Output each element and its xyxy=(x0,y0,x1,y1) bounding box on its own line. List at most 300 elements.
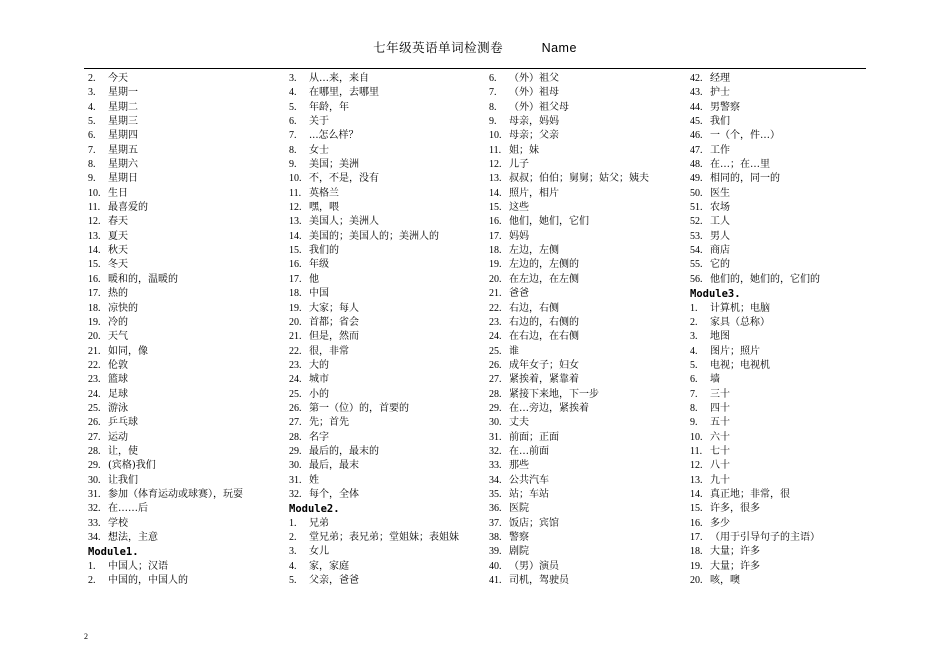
item-text: 七十 xyxy=(710,445,730,457)
item-number: 3. xyxy=(289,546,297,558)
item-number: 13. xyxy=(88,230,101,242)
vocab-item xyxy=(489,545,685,559)
item-number: 9. xyxy=(88,173,96,185)
item-number: 18. xyxy=(489,245,502,257)
item-number: 14. xyxy=(690,488,703,500)
vocab-item xyxy=(88,531,284,545)
item-number: 2. xyxy=(88,575,96,587)
item-number: 35. xyxy=(489,488,502,500)
item-text: 大的 xyxy=(309,359,329,371)
vocab-item xyxy=(289,273,485,287)
item-text: 想法，主意 xyxy=(108,532,158,543)
vocab-item xyxy=(489,230,685,244)
vocab-item xyxy=(88,115,284,129)
item-number: 8. xyxy=(289,144,297,156)
item-text: 从…来，来自 xyxy=(309,73,369,84)
vocab-item xyxy=(88,402,284,416)
item-number: 9. xyxy=(690,417,698,429)
item-number: 11. xyxy=(289,187,302,199)
vocab-item xyxy=(489,560,685,574)
item-number: 16. xyxy=(690,517,703,529)
vocab-item xyxy=(489,72,685,86)
vocab-item xyxy=(690,144,866,158)
item-text: 九十 xyxy=(710,474,730,486)
item-text: 我们的 xyxy=(309,245,339,257)
item-text: 警察 xyxy=(509,532,529,543)
item-text: ...怎么样？ xyxy=(309,130,359,142)
vocab-item xyxy=(289,302,485,316)
item-number: 45. xyxy=(690,116,703,128)
item-number: 14. xyxy=(289,230,302,242)
vocab-item xyxy=(690,302,866,316)
item-text: 美国；美洲 xyxy=(309,159,359,171)
item-text: 紧接下来地，下一步 xyxy=(509,388,599,400)
item-number: 55. xyxy=(690,259,703,271)
item-text: 星期五 xyxy=(108,144,138,156)
item-text: 星期二 xyxy=(108,101,138,113)
item-text: 秋天 xyxy=(108,245,128,257)
vocab-item xyxy=(289,488,485,502)
item-number: 18. xyxy=(690,546,703,558)
item-text: 右边的，右侧的 xyxy=(509,316,579,328)
vocab-item xyxy=(289,115,485,129)
item-text: 让，使 xyxy=(108,445,138,457)
item-number: 50. xyxy=(690,187,703,199)
item-text: 学校 xyxy=(108,517,128,529)
vocab-item xyxy=(88,316,284,330)
vocab-item xyxy=(88,287,284,301)
item-number: 13. xyxy=(289,216,302,228)
item-number: 4. xyxy=(88,101,96,113)
document-title: 七年级英语单词检测卷 xyxy=(373,40,504,55)
vocab-item xyxy=(289,316,485,330)
item-number: 44. xyxy=(690,101,703,113)
item-text: 他 xyxy=(309,273,319,285)
vocab-item xyxy=(690,316,866,330)
vocab-item xyxy=(489,517,685,531)
item-number: 15. xyxy=(489,202,502,214)
vocab-item xyxy=(289,172,485,186)
item-text: 在…；在…里 xyxy=(710,159,770,171)
vocab-item xyxy=(289,388,485,402)
item-number: 25. xyxy=(88,402,101,414)
item-number: 24. xyxy=(88,388,101,400)
vocab-item xyxy=(690,402,866,416)
vocab-item xyxy=(690,187,866,201)
item-number: 5. xyxy=(88,116,96,128)
item-number: 17. xyxy=(88,288,101,300)
item-number: 23. xyxy=(289,359,302,371)
vocab-item xyxy=(489,474,685,488)
vocab-column-1 xyxy=(88,72,284,588)
item-text: 在左边，在左侧 xyxy=(509,273,579,285)
item-number: 8. xyxy=(88,159,96,171)
vocab-item xyxy=(690,373,866,387)
vocab-item xyxy=(690,488,866,502)
vocab-column-4 xyxy=(690,72,866,588)
vocab-item xyxy=(690,230,866,244)
item-number: 2. xyxy=(289,532,297,543)
item-number: 10. xyxy=(88,187,101,199)
item-text: 城市 xyxy=(309,374,329,386)
item-text: 足球 xyxy=(108,388,128,400)
page-header xyxy=(0,38,950,56)
vocab-item xyxy=(289,517,485,531)
vocab-item xyxy=(489,244,685,258)
vocab-item xyxy=(489,502,685,516)
item-text: 男人 xyxy=(710,230,730,242)
vocab-item xyxy=(690,158,866,172)
item-text: 生日 xyxy=(108,187,128,199)
item-text: 最后的，最末的 xyxy=(309,445,379,457)
module-heading-text: Module3. xyxy=(690,288,741,301)
item-number: 7. xyxy=(489,87,497,99)
item-text: 今天 xyxy=(108,73,128,84)
item-number: 9. xyxy=(489,116,497,128)
item-number: 3. xyxy=(88,87,96,99)
vocab-item xyxy=(690,574,866,588)
item-number: 22. xyxy=(289,345,302,357)
vocab-item xyxy=(690,86,866,100)
item-text: 妈妈 xyxy=(509,230,529,242)
vocab-item xyxy=(690,388,866,402)
item-number: 18. xyxy=(289,288,302,300)
vocab-item xyxy=(88,517,284,531)
vocab-item xyxy=(289,215,485,229)
vocab-item xyxy=(489,187,685,201)
vocab-item xyxy=(690,517,866,531)
item-number: 19. xyxy=(690,560,703,572)
item-text: 春天 xyxy=(108,216,128,228)
item-number: 24. xyxy=(289,374,302,386)
item-text: 左边，左侧 xyxy=(509,245,559,257)
item-text: 护士 xyxy=(710,87,730,99)
item-text: 五十 xyxy=(710,417,730,429)
item-text: 相同的，同一的 xyxy=(710,173,780,185)
vocab-item xyxy=(88,187,284,201)
vocab-item xyxy=(88,258,284,272)
item-text: 他们，她们，它们 xyxy=(509,216,589,228)
item-text: 他们的，她们的，它们的 xyxy=(710,273,820,285)
vocab-item xyxy=(289,445,485,459)
item-number: 31. xyxy=(289,474,302,486)
item-text: 一（个，件…） xyxy=(710,130,780,142)
vocab-item xyxy=(489,129,685,143)
item-text: 成年女子；妇女 xyxy=(509,359,579,371)
name-label: Name xyxy=(541,41,577,55)
item-number: 14. xyxy=(88,245,101,257)
item-number: 19. xyxy=(289,302,302,314)
item-number: 32. xyxy=(88,503,101,515)
vocab-item xyxy=(88,431,284,445)
item-text: 剧院 xyxy=(509,546,529,558)
module-heading-text: Module1. xyxy=(88,546,139,559)
vocab-item xyxy=(289,359,485,373)
item-text: 小的 xyxy=(309,388,329,400)
item-number: 53. xyxy=(690,230,703,242)
item-text: 星期一 xyxy=(108,87,138,99)
vocab-item xyxy=(289,330,485,344)
item-number: 15. xyxy=(88,259,101,271)
vocab-item xyxy=(289,287,485,301)
item-number: 16. xyxy=(289,259,302,271)
item-number: 21. xyxy=(489,288,502,300)
vocab-item xyxy=(690,72,866,86)
item-number: 3. xyxy=(289,73,297,84)
vocab-item xyxy=(690,474,866,488)
item-number: 6. xyxy=(489,73,497,84)
vocab-item xyxy=(289,144,485,158)
item-text: 首都；省会 xyxy=(309,316,359,328)
item-number: 36. xyxy=(489,503,502,515)
vocab-item xyxy=(88,373,284,387)
item-number: 30. xyxy=(289,460,302,472)
item-text: 它的 xyxy=(710,259,730,271)
item-number: 47. xyxy=(690,144,703,156)
item-number: 42. xyxy=(690,73,703,84)
item-text: 商店 xyxy=(710,245,730,257)
item-number: 32. xyxy=(489,445,502,457)
vocab-item xyxy=(88,502,284,516)
vocab-item xyxy=(489,273,685,287)
item-number: 1. xyxy=(289,517,297,529)
item-number: 14. xyxy=(489,187,502,199)
item-text: 爸爸 xyxy=(509,288,529,300)
vocab-item xyxy=(690,172,866,186)
item-text: 最喜爱的 xyxy=(108,202,148,214)
item-number: 7. xyxy=(289,130,297,142)
item-text: （男）演员 xyxy=(509,560,559,572)
vocab-item xyxy=(690,258,866,272)
item-number: 12. xyxy=(489,159,502,171)
item-text: 让我们 xyxy=(108,474,138,486)
item-text: 医院 xyxy=(509,503,529,515)
vocab-item xyxy=(289,402,485,416)
item-text: 右边，右侧 xyxy=(509,302,559,314)
item-text: 美国人；美洲人 xyxy=(309,216,379,228)
vocab-item xyxy=(289,86,485,100)
vocab-item xyxy=(289,101,485,115)
item-text: 计算机；电脑 xyxy=(710,302,770,314)
item-number: 29. xyxy=(489,402,502,414)
vocab-item xyxy=(489,488,685,502)
item-number: 15. xyxy=(690,503,703,515)
item-text: 英格兰 xyxy=(309,187,339,199)
item-text: 在…旁边，紧挨着 xyxy=(509,402,589,414)
item-text: 母亲；父亲 xyxy=(509,130,559,142)
item-number: 1. xyxy=(690,302,698,314)
item-text: （外）祖父母 xyxy=(509,101,569,113)
vocab-item xyxy=(690,416,866,430)
item-text: 中国 xyxy=(309,288,329,300)
item-number: 21. xyxy=(88,345,101,357)
item-number: 51. xyxy=(690,202,703,214)
item-number: 46. xyxy=(690,130,703,142)
item-text: 六十 xyxy=(710,431,730,443)
item-number: 26. xyxy=(88,417,101,429)
item-text: 公共汽车 xyxy=(509,474,549,486)
item-text: 多少 xyxy=(710,517,730,529)
item-text: 家具（总称） xyxy=(710,316,770,328)
vocab-item xyxy=(88,215,284,229)
item-text: 星期四 xyxy=(108,130,138,142)
item-text: 冬天 xyxy=(108,259,128,271)
item-text: 照片，相片 xyxy=(509,187,559,199)
vocab-item xyxy=(289,416,485,430)
vocab-item xyxy=(289,72,485,86)
vocab-item xyxy=(690,101,866,115)
item-text: 站；车站 xyxy=(509,488,549,500)
item-text: 咳，噢 xyxy=(710,575,740,587)
vocab-item xyxy=(690,345,866,359)
vocab-item xyxy=(489,445,685,459)
item-number: 18. xyxy=(88,302,101,314)
vocab-item xyxy=(88,388,284,402)
item-number: 40. xyxy=(489,560,502,572)
vocab-item xyxy=(690,445,866,459)
item-number: 30. xyxy=(489,417,502,429)
item-text: 经理 xyxy=(710,73,730,84)
vocab-item xyxy=(88,416,284,430)
vocab-item xyxy=(489,86,685,100)
item-text: 家，家庭 xyxy=(309,560,349,572)
item-text: 游泳 xyxy=(108,402,128,414)
item-number: 20. xyxy=(88,331,101,343)
vocab-item xyxy=(88,345,284,359)
module-heading xyxy=(88,545,284,559)
item-text: 谁 xyxy=(509,345,519,357)
item-number: 2. xyxy=(88,73,96,84)
item-text: 大量；许多 xyxy=(710,560,760,572)
item-text: 在…前面 xyxy=(509,445,549,457)
vocab-item xyxy=(690,560,866,574)
item-text: 不，不是，没有 xyxy=(309,173,379,185)
item-text: 美国的；美国人的；美洲人的 xyxy=(309,230,439,242)
item-number: 10. xyxy=(489,130,502,142)
item-text: 第一（位）的，首要的 xyxy=(309,402,409,414)
item-number: 37. xyxy=(489,517,502,529)
item-text: 堂兄弟；表兄弟；堂姐妹；表姐妹 xyxy=(309,532,459,543)
item-number: 41. xyxy=(489,575,502,587)
item-text: 运动 xyxy=(108,431,128,443)
item-number: 19. xyxy=(489,259,502,271)
item-text: 年级 xyxy=(309,259,329,271)
item-number: 16. xyxy=(489,216,502,228)
item-number: 17. xyxy=(289,273,302,285)
vocab-item xyxy=(489,574,685,588)
item-number: 4. xyxy=(289,87,297,99)
item-number: 16. xyxy=(88,273,101,285)
item-text: 左边的，左侧的 xyxy=(509,259,579,271)
item-number: 22. xyxy=(88,359,101,371)
item-text: 关于 xyxy=(309,116,329,128)
item-number: 5. xyxy=(289,101,297,113)
vocab-item xyxy=(289,431,485,445)
item-text: 工人 xyxy=(710,216,730,228)
item-number: 54. xyxy=(690,245,703,257)
item-number: 8. xyxy=(690,402,698,414)
item-number: 4. xyxy=(289,560,297,572)
item-text: 真正地；非常，很 xyxy=(710,488,790,500)
item-text: 星期日 xyxy=(108,173,138,185)
item-text: 八十 xyxy=(710,460,730,472)
item-number: 25. xyxy=(289,388,302,400)
vocab-item xyxy=(690,531,866,545)
vocab-item xyxy=(88,144,284,158)
vocab-item xyxy=(690,431,866,445)
module-heading xyxy=(690,287,866,301)
item-text: 四十 xyxy=(710,402,730,414)
vocab-item xyxy=(289,158,485,172)
item-number: 27. xyxy=(489,374,502,386)
item-number: 5. xyxy=(289,575,297,587)
vocab-item xyxy=(88,244,284,258)
item-number: 15. xyxy=(289,245,302,257)
item-text: （外）祖父 xyxy=(509,73,559,84)
vocab-item xyxy=(690,201,866,215)
item-number: 12. xyxy=(88,216,101,228)
item-number: 5. xyxy=(690,359,698,371)
item-text: 热的 xyxy=(108,288,128,300)
item-text: 父亲，爸爸 xyxy=(309,575,359,587)
item-text: 墙 xyxy=(710,374,720,386)
vocab-item xyxy=(88,445,284,459)
item-text: 先；首先 xyxy=(309,417,349,429)
item-text: 图片；照片 xyxy=(710,345,760,357)
item-text: 冷的 xyxy=(108,316,128,328)
item-number: 56. xyxy=(690,273,703,285)
item-number: 13. xyxy=(489,173,502,185)
item-text: 兄弟 xyxy=(309,517,329,529)
vocab-item xyxy=(88,474,284,488)
item-number: 52. xyxy=(690,216,703,228)
vocab-item xyxy=(88,560,284,574)
item-number: 33. xyxy=(489,460,502,472)
vocab-item xyxy=(489,258,685,272)
item-text: 名字 xyxy=(309,431,329,443)
item-text: 在哪里，去哪里 xyxy=(309,87,379,99)
item-text: 如同，像 xyxy=(108,345,148,357)
vocab-item xyxy=(489,345,685,359)
item-text: 篮球 xyxy=(108,374,128,386)
item-text: 三十 xyxy=(710,388,730,400)
item-text: 男警察 xyxy=(710,101,740,113)
item-number: 23. xyxy=(489,316,502,328)
vocab-item xyxy=(690,129,866,143)
vocab-item xyxy=(88,488,284,502)
item-text: (宾格)我们 xyxy=(108,460,156,472)
vocab-item xyxy=(88,72,284,86)
item-number: 7. xyxy=(88,144,96,156)
vocab-item xyxy=(489,459,685,473)
item-number: 19. xyxy=(88,316,101,328)
item-text: 医生 xyxy=(710,187,730,199)
vocab-item xyxy=(489,402,685,416)
vocab-item xyxy=(489,158,685,172)
vocab-item xyxy=(88,330,284,344)
item-number: 20. xyxy=(690,575,703,587)
item-number: 4. xyxy=(690,345,698,357)
item-text: 儿子 xyxy=(509,159,529,171)
item-number: 2. xyxy=(690,316,698,328)
item-number: 17. xyxy=(489,230,502,242)
vocab-item xyxy=(690,244,866,258)
item-number: 31. xyxy=(88,488,101,500)
vocab-item xyxy=(88,101,284,115)
vocab-item xyxy=(489,101,685,115)
vocab-item xyxy=(690,545,866,559)
vocab-item xyxy=(289,373,485,387)
